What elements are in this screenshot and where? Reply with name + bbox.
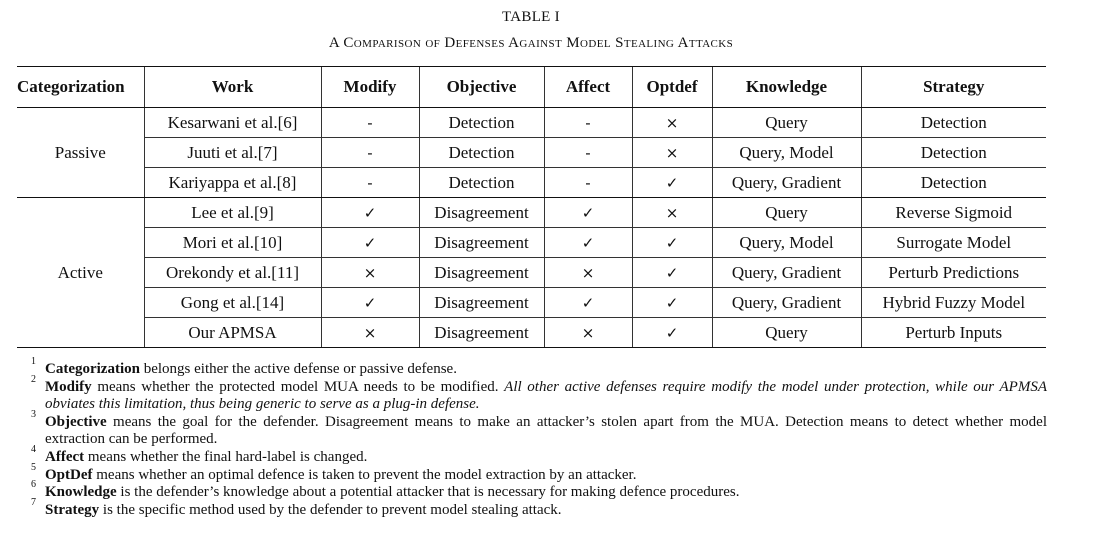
footnote xyxy=(31,443,1047,467)
work-cell: Mori et al.[10] xyxy=(144,228,321,258)
knowledge-cell: Query xyxy=(712,318,861,348)
objective-cell: Detection xyxy=(419,138,544,168)
objective-cell: Disagreement xyxy=(419,198,544,228)
header-strategy: Strategy xyxy=(861,67,1046,108)
table-row xyxy=(17,288,1046,318)
footnote-text: means the goal for the defender. Disagreement means to make an attacker’s stolen apart from the MUA. Detection means to detect whether model extraction can be performed. xyxy=(45,413,1047,448)
footnote-italic-text: All other active defenses require modify the model under protection, while our APMSA obviates this limitation, thus being generic to serve as a plug-in defense. xyxy=(45,378,1048,413)
affect-cell: ✓ xyxy=(544,198,632,228)
optdef-cell: ✓ xyxy=(632,228,712,258)
optdef-cell: × xyxy=(632,198,712,228)
optdef-cell: × xyxy=(632,138,712,168)
knowledge-cell: Query, Model xyxy=(712,138,861,168)
strategy-cell: Detection xyxy=(861,138,1046,168)
knowledge-cell: Query xyxy=(712,198,861,228)
knowledge-cell: Query, Model xyxy=(712,228,861,258)
table-header-row xyxy=(17,67,1046,108)
strategy-cell: Surrogate Model xyxy=(861,228,1046,258)
footnote-number: 2 xyxy=(31,373,36,385)
work-cell: Gong et al.[14] xyxy=(144,288,321,318)
footnote xyxy=(31,479,1047,502)
footnote-term: Categorization xyxy=(45,361,140,377)
footnote-term: Affect xyxy=(45,448,85,465)
table-label: TABLE I xyxy=(502,9,560,25)
footnote xyxy=(31,408,1047,449)
table-row xyxy=(17,318,1046,348)
table-row xyxy=(17,168,1046,198)
footnote-term: Knowledge xyxy=(45,484,117,501)
header-objective: Objective xyxy=(419,67,544,108)
objective-cell: Detection xyxy=(419,168,544,198)
footnote-term: Strategy xyxy=(45,501,100,518)
defense-comparison-table xyxy=(17,66,1046,348)
affect-cell: - xyxy=(544,168,632,198)
footnote-number: 6 xyxy=(31,479,36,491)
work-cell: Juuti et al.[7] xyxy=(144,138,321,168)
affect-cell: ✓ xyxy=(544,288,632,318)
strategy-cell: Perturb Inputs xyxy=(861,318,1046,348)
knowledge-cell: Query, Gradient xyxy=(712,258,861,288)
table-row xyxy=(17,198,1046,228)
modify-cell: ✓ xyxy=(321,228,419,258)
header-knowledge: Knowledge xyxy=(712,67,861,108)
footnote-term: OptDef xyxy=(45,466,93,483)
footnote-term: Objective xyxy=(45,413,107,430)
strategy-cell: Detection xyxy=(861,168,1046,198)
header-optdef: Optdef xyxy=(632,67,712,108)
footnote-number: 3 xyxy=(31,408,36,420)
modify-cell: - xyxy=(321,168,419,198)
modify-cell: × xyxy=(321,318,419,348)
footnote xyxy=(31,373,1048,414)
footnote-number: 4 xyxy=(31,443,36,455)
footnote-number: 5 xyxy=(31,461,36,473)
footnote-text: means whether the protected model MUA needs to be modified. xyxy=(91,378,505,395)
footnote-number: 7 xyxy=(31,496,36,508)
strategy-cell: Detection xyxy=(861,108,1046,138)
footnote-term: Modify xyxy=(45,378,92,395)
objective-cell: Disagreement xyxy=(419,258,544,288)
optdef-cell: ✓ xyxy=(632,168,712,198)
table-row xyxy=(17,108,1046,138)
objective-cell: Disagreement xyxy=(419,228,544,258)
work-cell: Our APMSA xyxy=(144,318,321,348)
work-cell: Lee et al.[9] xyxy=(144,198,321,228)
knowledge-cell: Query, Gradient xyxy=(712,168,861,198)
affect-cell: ✓ xyxy=(544,228,632,258)
optdef-cell: × xyxy=(632,108,712,138)
affect-cell: - xyxy=(544,138,632,168)
optdef-cell: ✓ xyxy=(632,318,712,348)
knowledge-cell: Query xyxy=(712,108,861,138)
category-cell: Active xyxy=(17,198,144,348)
optdef-cell: ✓ xyxy=(632,288,712,318)
table-row xyxy=(17,138,1046,168)
work-cell: Orekondy et al.[11] xyxy=(144,258,321,288)
header-categorization: Categorization xyxy=(17,67,144,108)
category-cell: Passive xyxy=(17,108,144,198)
footnote xyxy=(31,461,1047,485)
affect-cell: - xyxy=(544,108,632,138)
objective-cell: Disagreement xyxy=(419,318,544,348)
footnote-number: 1 xyxy=(31,356,36,367)
objective-cell: Disagreement xyxy=(419,288,544,318)
footnote xyxy=(31,496,1047,520)
knowledge-cell: Query, Gradient xyxy=(712,288,861,318)
objective-cell: Detection xyxy=(419,108,544,138)
work-cell: Kariyappa et al.[8] xyxy=(144,168,321,198)
footnote xyxy=(31,356,1047,379)
affect-cell: × xyxy=(544,258,632,288)
footnote-text: is the defender’s knowledge about a potential attacker that is necessary for making defence procedures. xyxy=(116,484,740,501)
strategy-cell: Hybrid Fuzzy Model xyxy=(861,288,1046,318)
footnote-text: is the specific method used by the defender to prevent model stealing attack. xyxy=(99,501,562,518)
footnotes xyxy=(31,356,1048,519)
table-row xyxy=(17,258,1046,288)
modify-cell: ✓ xyxy=(321,288,419,318)
header-affect: Affect xyxy=(544,67,632,108)
strategy-cell: Reverse Sigmoid xyxy=(861,198,1046,228)
modify-cell: ✓ xyxy=(321,198,419,228)
table-caption: A Comparison of Defenses Against Model Stealing Attacks xyxy=(328,35,734,51)
modify-cell: - xyxy=(321,108,419,138)
header-work: Work xyxy=(144,67,321,108)
affect-cell: × xyxy=(544,318,632,348)
footnote-text: means whether the final hard-label is changed. xyxy=(84,448,368,465)
modify-cell: - xyxy=(321,138,419,168)
footnote-text: belongs either the active defense or passive defense. xyxy=(139,361,457,377)
optdef-cell: ✓ xyxy=(632,258,712,288)
table-row xyxy=(17,228,1046,258)
footnote-text: means whether an optimal defence is taken to prevent the model extraction by an attacker. xyxy=(92,466,637,483)
work-cell: Kesarwani et al.[6] xyxy=(144,108,321,138)
modify-cell: × xyxy=(321,258,419,288)
strategy-cell: Perturb Predictions xyxy=(861,258,1046,288)
header-modify: Modify xyxy=(321,67,419,108)
